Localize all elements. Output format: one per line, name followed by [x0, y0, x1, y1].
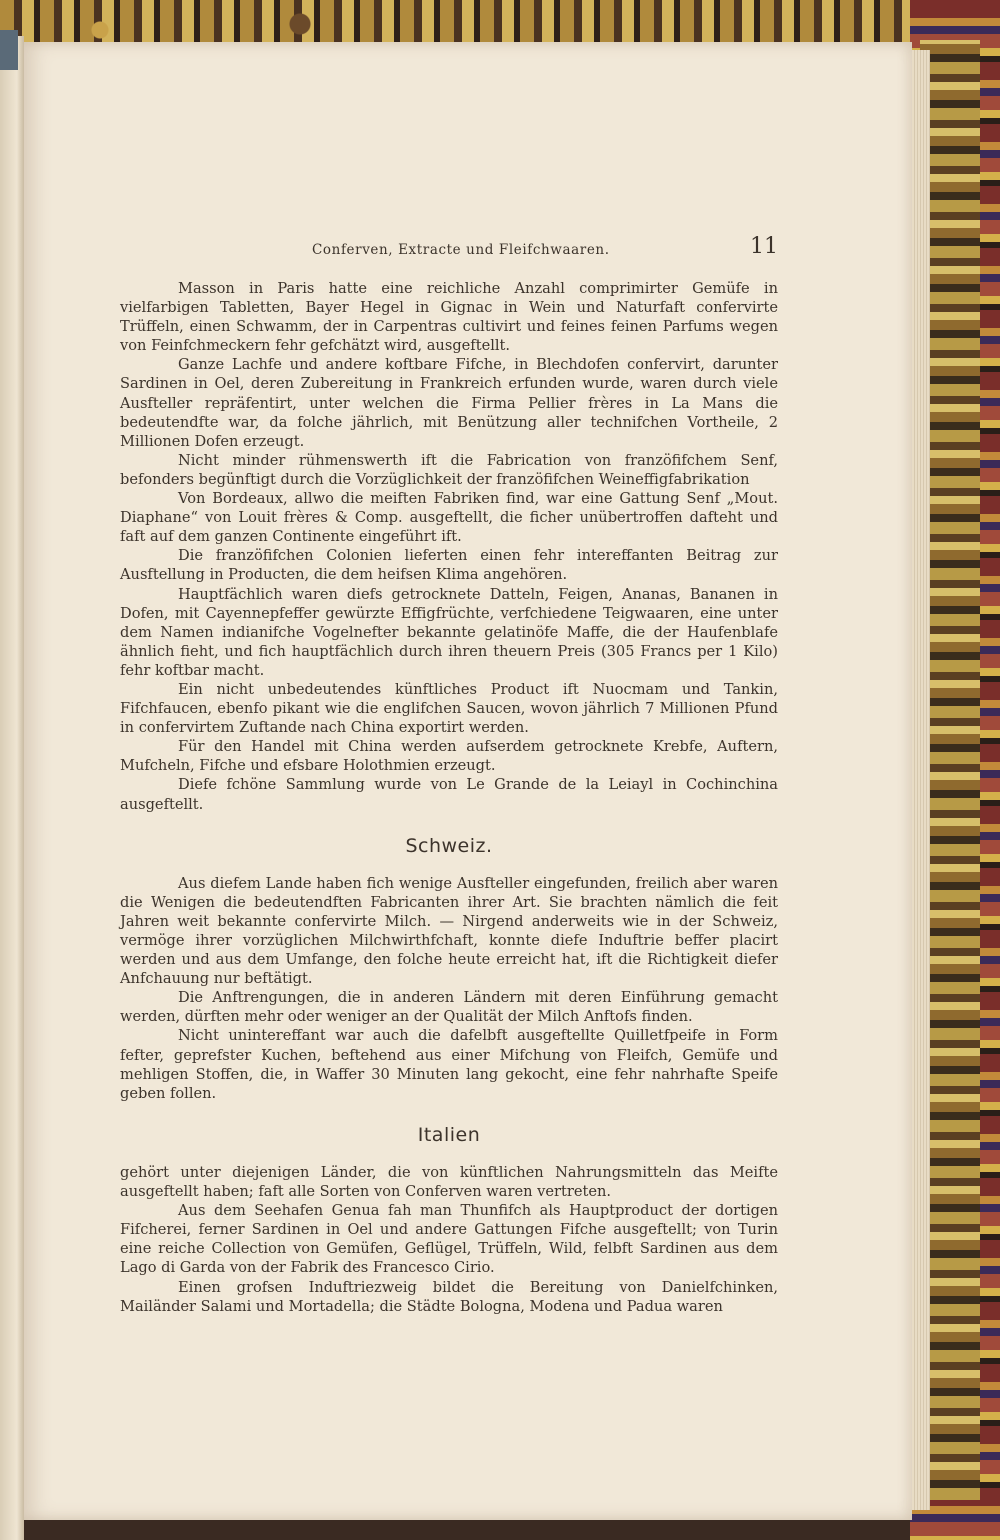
paragraph: Ganze Lachfe und andere koftbare Fifche, in Blechdofen confervirt, darunter Sardinen in Oel, deren Zubereitung in Frankreich erfunden wurde, waren durch viele Ausfteller repräfentirt, unter welchen die Firma Pellier frères in La Mans die bedeutendfte war, da folche jährlich, mit Benützung aller technifchen Vortheile, 2 Millionen Dofen erzeugt. — [120, 356, 778, 450]
paragraph: Diefe fchöne Sammlung wurde von Le Grande de la Leiayl in Cochinchina ausgeftellt. — [120, 776, 778, 813]
left-page-edge — [0, 36, 24, 1540]
paragraph: Einen grofsen Induftriezweig bildet die Bereitung von Danielfchinken, Mailänder Salami und Mortadella; die Städte Bologna, Modena und Padua waren — [120, 1278, 778, 1315]
running-title: Conferven, Extracte und Fleifchwaaren. — [312, 242, 610, 258]
book-page — [24, 42, 912, 1520]
paragraph: Für den Handel mit China werden aufserdem getrocknete Krebfe, Auftern, Mufcheln, Fifche und efsbare Holothmien erzeugt. — [120, 738, 778, 775]
section-heading-italien: Italien — [417, 1123, 481, 1146]
section-heading-schweiz: Schweiz. — [405, 834, 493, 857]
page-number: 11 — [750, 234, 778, 259]
paragraph: Ein nicht unbedeutendes künftliches Product ift Nuocmam und Tankin, Fifchfaucen, ebenfo pikant wie die englifchen Saucen, wovon jährlich 7 Millionen Pfund in confervirtem Zuftande nach China exportirt werden. — [120, 680, 778, 737]
paragraph: Masson in Paris hatte eine reichliche Anzahl comprimirter Gemüfe in vielfarbigen Tabletten, Bayer Hegel in Gignac in Wein und Naturfaft confervirte Trüffeln, einen Schwamm, der in Carpentras cultivirt und feines feinen Parfums wegen von Feinfchmeckern fehr gefchätzt wird, ausgeftellt. — [120, 280, 778, 355]
body-text — [120, 279, 778, 1316]
paragraph: Aus dem Seehafen Genua fah man Thunfifch als Hauptproduct der dortigen Fifcherei, ferner Sardinen in Oel und andere Gattungen Fifche ausgeftellt; von Turin eine reiche Collection von Gemüfen, Geflügel, Trüffeln, Wild, felbft Sardinen aus dem Lago di Garda von der Fabrik des Francesco Cirio. — [120, 1202, 778, 1277]
left-spine — [0, 30, 18, 70]
paragraph: gehört unter diejenigen Länder, die von künftlichen Nahrungsmitteln das Meifte ausgeftellt haben; faft alle Sorten von Conferven waren vertreten. — [120, 1163, 778, 1201]
running-head — [120, 234, 778, 262]
paragraph: Die franzöfifchen Colonien lieferten einen fehr intereffanten Beitrag zur Ausftellung in Producten, die dem heifsen Klima angehören. — [120, 547, 778, 584]
paragraph: Nicht unintereffant war auch die dafelbft ausgeftellte Quilletfpeife in Form fefter, geprefster Kuchen, beftehend aus einer Mifchung von Fleifch, Gemüfe und mehligen Stoffen, die, in Waffer 30 Minuten lang gekocht, eine fehr nahrhafte Speife geben follen. — [120, 1027, 778, 1102]
paragraph: Die Anftrengungen, die in anderen Ländern mit deren Einführung gemacht werden, dürften mehr oder weniger an der Qualität der Milch Anftofs finden. — [120, 989, 778, 1026]
paragraph: Nicht minder rühmenswerth ift die Fabrication von franzöfifchem Senf, befonders begünftigt durch die Vorzüglichkeit der franzöfifchen Weineffigfabrikation — [120, 451, 778, 488]
paragraph: Hauptfächlich waren diefs getrocknete Datteln, Feigen, Ananas, Bananen in Dofen, mit Cayennepfeffer gewürzte Effigfrüchte, verfchiedene Teigwaaren, eine unter dem Namen indianifche Vogelnefter bekannte gelatinöfe Maffe, die der Haufenblafe ähnlich fieht, und fich hauptfächlich durch ihren theuern Preis (305 Francs per 1 Kilo) fehr koftbar macht. — [120, 585, 778, 679]
paragraph: Von Bordeaux, allwo die meiften Fabriken find, war eine Gattung Senf „Mout. Diaphane“ von Louit frères & Comp. ausgeftellt, die ficher unübertroffen dafteht und faft auf dem ganzen Continente eingeführt ift. — [120, 490, 778, 546]
paragraph: Aus diefem Lande haben fich wenige Ausfteller eingefunden, freilich aber waren die Wenigen die bedeutendften Fabricanten ihrer Art. Sie brachten nämlich die feit Jahren weit bekannte confervirte Milch. — Nirgend anderweits wie in der Schweiz, vermöge ihrer vorzüglichen Milchwirthfchaft, konnte diefe Induftrie beffer placirt werden und aus dem Umfange, den folche heute erreicht hat, ift die Richtigkeit diefer Anfchauung nur beftätigt. — [120, 874, 778, 988]
